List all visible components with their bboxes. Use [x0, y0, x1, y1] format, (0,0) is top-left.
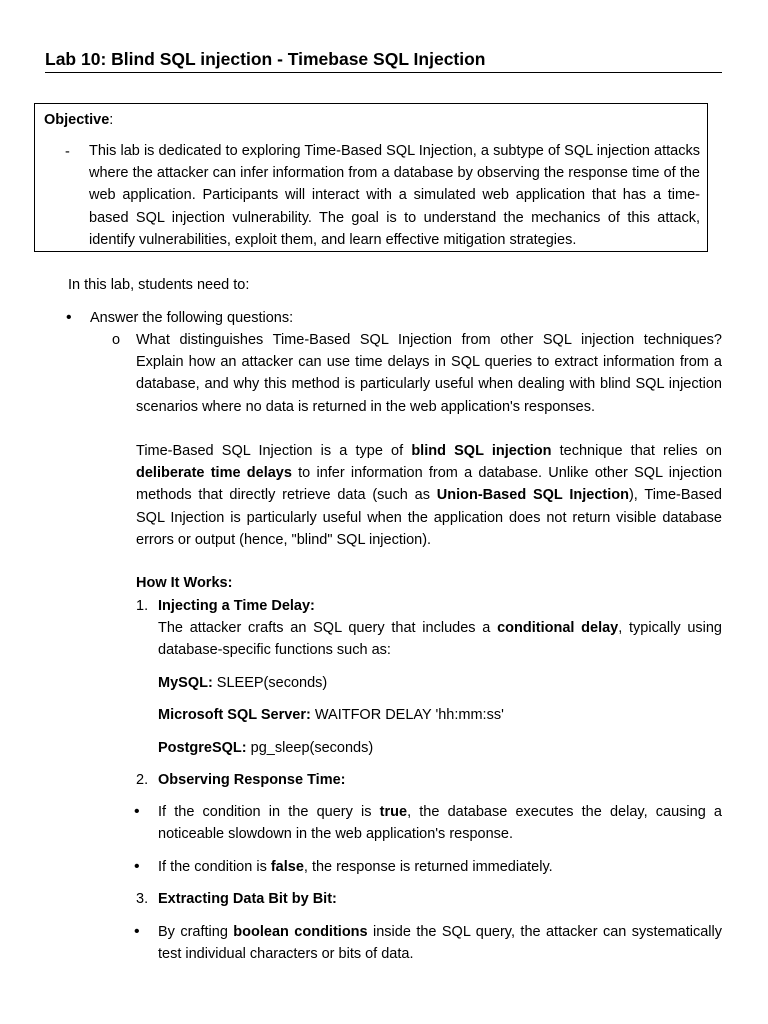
- intro-text: In this lab, students need to:: [68, 277, 250, 293]
- function-mssql: Microsoft SQL Server: WAITFOR DELAY 'hh:mm:ss': [158, 707, 504, 723]
- step3-number: 3.: [136, 891, 149, 907]
- objective-text: This lab is dedicated to exploring Time-Based SQL Injection, a subtype of SQL injection attacks where the attacker can infer information from a database by observing the response time of the web application. Participants will interact with a simulated web application that has a time-based SQL injection vulnerability. The goal is to understand the mechanics of this attack, identify vulnerabilities, exploit them, and learn effective mitigation strategies.: [89, 143, 700, 248]
- answer-questions-label: Answer the following questions:: [90, 310, 294, 326]
- sub-bullet-icon: o: [112, 332, 121, 348]
- bullet-icon: •: [66, 309, 72, 326]
- function-postgresql: PostgreSQL: pg_sleep(seconds): [158, 740, 374, 756]
- step2-bullet-a-icon: •: [134, 803, 140, 820]
- objective-box: [34, 103, 708, 252]
- step1-number: 1.: [136, 598, 149, 614]
- step1-text: The attacker crafts an SQL query that includes a conditional delay, typically using database-specific functions such as:: [158, 620, 722, 659]
- step2-heading: Observing Response Time:: [158, 772, 346, 788]
- step2-bullet-b: If the condition is false, the response is returned immediately.: [158, 859, 553, 875]
- step3-heading: Extracting Data Bit by Bit:: [158, 891, 337, 907]
- step2-number: 2.: [136, 772, 149, 788]
- objective-dash: -: [65, 144, 70, 160]
- how-it-works-heading: How It Works:: [136, 575, 233, 591]
- step3-bullet-a: By crafting boolean conditions inside the SQL query, the attacker can systematically test individual characters or bits of data.: [158, 924, 723, 963]
- step2-bullet-b-icon: •: [134, 858, 140, 875]
- page-title: Lab 10: Blind SQL injection - Timebase SQL Injection: [45, 46, 722, 73]
- function-mysql: MySQL: SLEEP(seconds): [158, 675, 328, 691]
- question-text: What distinguishes Time-Based SQL Injection from other SQL injection techniques? Explain how an attacker can use time delays in SQL queries to extract information from a database, and why this method is particularly useful when dealing with blind SQL injection scenarios where no data is returned in the web application's responses.: [136, 332, 722, 415]
- step3-bullet-a-icon: •: [134, 923, 140, 940]
- step1-heading: Injecting a Time Delay:: [158, 598, 315, 614]
- objective-label: Objective:: [44, 112, 114, 128]
- answer-paragraph: Time-Based SQL Injection is a type of blind SQL injection technique that relies on deliberate time delays to infer information from a database. Unlike other SQL injection methods that directly retrieve data (such as Union-Based SQL Injection), Time-Based SQL Injection is particularly useful when the application does not return visible database errors or output (hence, "blind" SQL injection).: [136, 443, 723, 548]
- step2-bullet-a: If the condition in the query is true, the database executes the delay, causing a noticeable slowdown in the web application's response.: [158, 804, 722, 843]
